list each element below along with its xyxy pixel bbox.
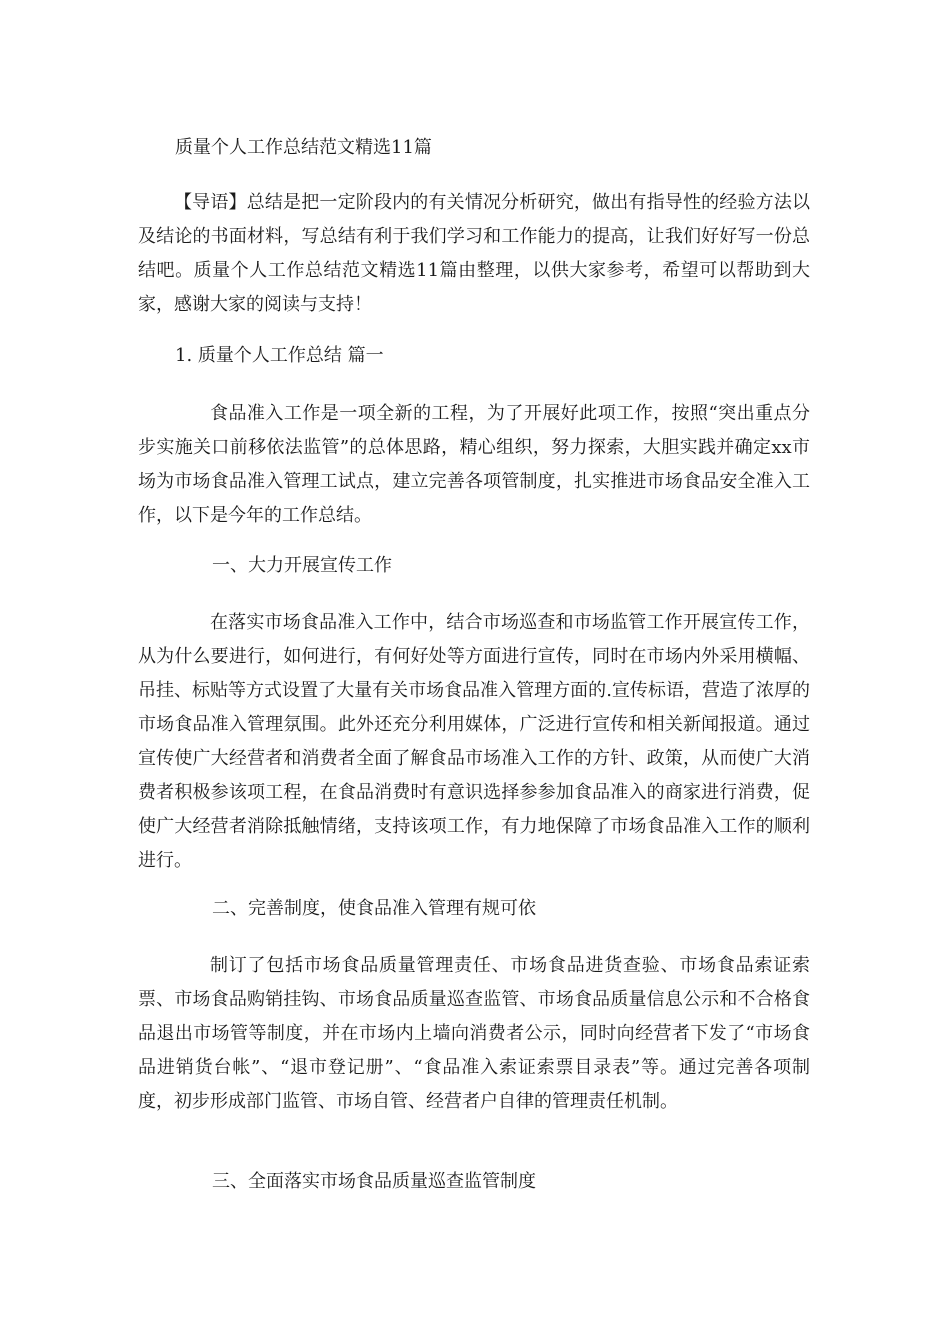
section-title: 1. 质量个人工作总结 篇一 [175, 345, 384, 366]
paragraph-1: 食品准入工作是一项全新的工程，为了开展好此项工作，按照“突出重点分步实施关口前移依法监管”的总体思路，精心组织，努力探索，大胆实践并确定xx市场为市场食品准入管理工试点，建立完善各项管制度，扎实推进市场食品安全准入工作，以下是今年的工作总结。 [138, 403, 810, 526]
document-title: 质量个人工作总结范文精选11篇 [175, 137, 432, 158]
paragraph-3: 制订了包括市场食品质量管理责任、市场食品进货查验、市场食品索证索票、市场食品购销挂钩、市场食品质量巡查监管、市场食品质量信息公示和不合格食品退出市场管等制度，并在市场内上墙向消费者公示，同时向经营者下发了“市场食品进销货台帐”、“退市登记册”、“食品准入索证索票目录表”等。通过完善各项制度，初步形成部门监管、市场自管、经营者户自律的管理责任机制。 [138, 955, 810, 1112]
heading-1: 一、大力开展宣传工作 [212, 555, 392, 576]
heading-3: 三、全面落实市场食品质量巡查监管制度 [212, 1171, 536, 1192]
heading-2: 二、完善制度，使食品准入管理有规可依 [212, 898, 536, 919]
intro-paragraph: 【导语】总结是把一定阶段内的有关情况分析研究，做出有指导性的经验方法以及结论的书面材料，写总结有利于我们学习和工作能力的提高，让我们好好写一份总结吧。质量个人工作总结范文精选11篇由整理，以供大家参考，希望可以帮助到大家，感谢大家的阅读与支持！ [138, 192, 810, 315]
paragraph-2: 在落实市场食品准入工作中，结合市场巡查和市场监管工作开展宣传工作，从为什么要进行，如何进行，有何好处等方面进行宣传，同时在市场内外采用横幅、吊挂、标贴等方式设置了大量有关市场食品准入管理方面的.宣传标语，营造了浓厚的市场食品准入管理氛围。此外还充分利用媒体，广泛进行宣传和相关新闻报道。通过宣传使广大经营者和消费者全面了解食品市场准入工作的方针、政策，从而使广大消费者积极参该项工程，在食品消费时有意识选择参参加食品准入的商家进行消费，促使广大经营者消除抵触情绪，支持该项工作，有力地保障了市场食品准入工作的顺利进行。 [138, 612, 810, 871]
